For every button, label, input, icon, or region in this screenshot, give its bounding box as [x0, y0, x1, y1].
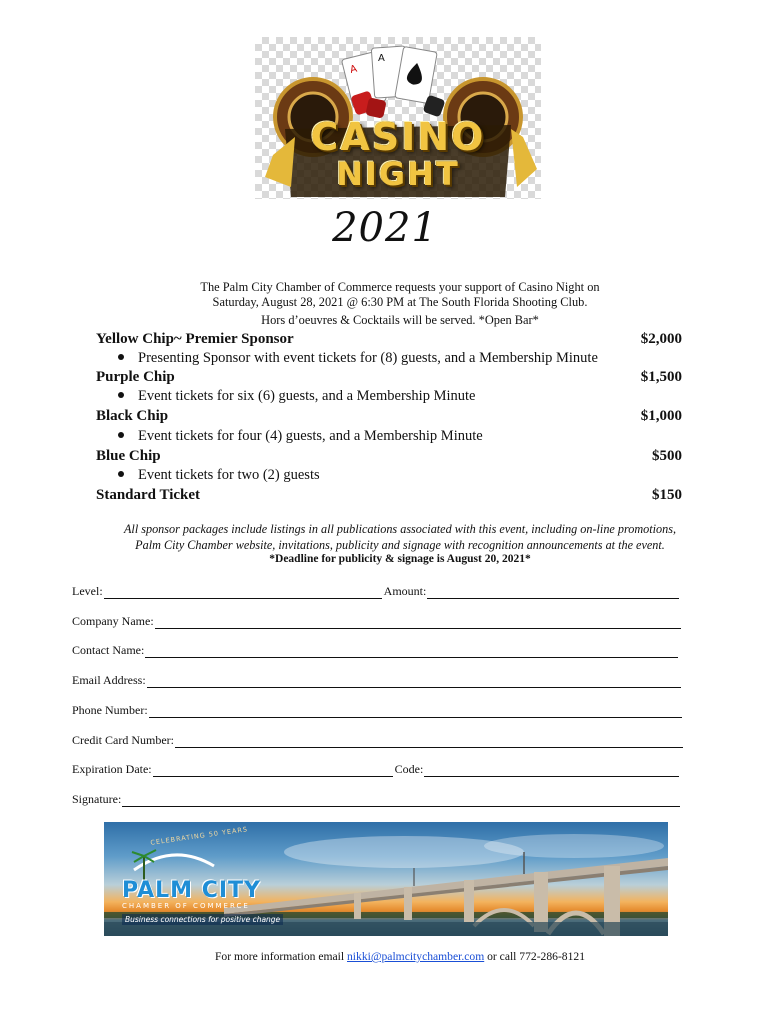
email-field[interactable] [147, 676, 681, 688]
sponsor-note-line-1: All sponsor packages include listings in all publications associated with this event, including on-line promotions, [123, 522, 676, 536]
expiration-field[interactable] [153, 765, 393, 777]
benefit-text: Presenting Sponsor with event tickets for (8) guests, and a Membership Minute [138, 350, 598, 366]
contact-label: Contact Name: [72, 643, 145, 657]
card-label: Credit Card Number: [72, 733, 174, 747]
contact-footer [0, 950, 770, 963]
logo-casino-word: CASINO [310, 115, 486, 159]
company-label: Company Name: [72, 614, 154, 628]
level-field[interactable] [104, 587, 382, 599]
deadline-note: *Deadline for publicity & signage is August 20, 2021* [269, 553, 531, 565]
contact-field[interactable] [145, 646, 678, 658]
bullet-icon [118, 432, 124, 438]
code-label: Code: [394, 762, 424, 776]
tier-purple-chip-benefit [118, 388, 475, 405]
palm-city-title: PALM CITY [122, 878, 261, 903]
tier-standard-ticket-name: Standard Ticket [96, 487, 201, 503]
amount-label: Amount: [383, 584, 427, 598]
tier-yellow-chip-name: Yellow Chip~ Premier Sponsor [96, 331, 294, 347]
signature-label: Signature: [72, 792, 122, 806]
bullet-icon [118, 392, 124, 398]
phone-field[interactable] [149, 706, 682, 718]
email-link[interactable]: nikki@palmcitychamber.com [347, 950, 485, 963]
benefit-text: Event tickets for four (4) guests, and a Membership Minute [138, 428, 483, 444]
logo-night-word: NIGHT [336, 155, 460, 193]
chamber-tagline: Business connections for positive change [122, 914, 283, 925]
company-field[interactable] [155, 617, 681, 629]
benefit-text: Event tickets for six (6) guests, and a Membership Minute [138, 388, 476, 404]
email-label: Email Address: [72, 673, 146, 687]
bullet-icon [118, 471, 124, 477]
code-field[interactable] [424, 765, 679, 777]
tier-blue-chip-price: $500 [652, 448, 682, 464]
casino-night-logo [255, 37, 541, 199]
tier-blue-chip-name: Blue Chip [96, 448, 161, 464]
expiration-code-row [72, 762, 679, 777]
tier-black-chip-price: $1,000 [640, 408, 682, 424]
expiration-label: Expiration Date: [72, 762, 152, 776]
card-number-field[interactable] [175, 736, 683, 748]
contact-row [72, 643, 678, 658]
phone-label: Phone Number: [72, 703, 148, 717]
phone-row [72, 703, 682, 718]
level-label: Level: [72, 584, 103, 598]
company-row [72, 614, 681, 629]
tier-yellow-chip-benefit [118, 350, 598, 367]
amount-field[interactable] [427, 587, 679, 599]
tier-standard-ticket-price: $150 [652, 487, 682, 503]
intro-line-1: The Palm City Chamber of Commerce requests your support of Casino Night on [200, 280, 600, 294]
signature-field[interactable] [122, 795, 680, 807]
celebrating-text: CELEBRATING 50 YEARS [149, 825, 249, 847]
signature-row [72, 792, 680, 807]
bullet-icon [118, 354, 124, 360]
tier-black-chip-name: Black Chip [96, 408, 169, 424]
footer-prefix: For more information email [214, 950, 347, 963]
sponsor-note-line-2: Palm City Chamber website, invitations, publicity and signage with recognition announcements at the event. [135, 538, 665, 552]
email-row [72, 673, 681, 688]
level-amount-row [72, 584, 679, 599]
svg-text:A: A [378, 53, 385, 64]
intro-line-2: Saturday, August 28, 2021 @ 6:30 PM at The South Florida Shooting Club. [212, 295, 588, 309]
tier-yellow-chip-price: $2,000 [640, 331, 682, 347]
palm-city-chamber-banner [104, 822, 668, 936]
svg-text:A: A [348, 63, 359, 76]
tier-black-chip-benefit [118, 428, 483, 445]
palm-city-logo [122, 880, 283, 925]
intro-line-3: Hors d’oeuvres & Cocktails will be served. *Open Bar* [261, 313, 539, 327]
tier-purple-chip-name: Purple Chip [96, 369, 175, 385]
chamber-subtitle: CHAMBER OF COMMERCE [122, 902, 250, 910]
tier-purple-chip-price: $1,500 [640, 369, 682, 385]
benefit-text: Event tickets for two (2) guests [138, 467, 320, 483]
tier-blue-chip-benefit [118, 467, 320, 484]
footer-suffix: or call 772-286-8121 [484, 950, 585, 963]
card-row [72, 733, 683, 748]
event-year: 2021 [332, 205, 438, 251]
